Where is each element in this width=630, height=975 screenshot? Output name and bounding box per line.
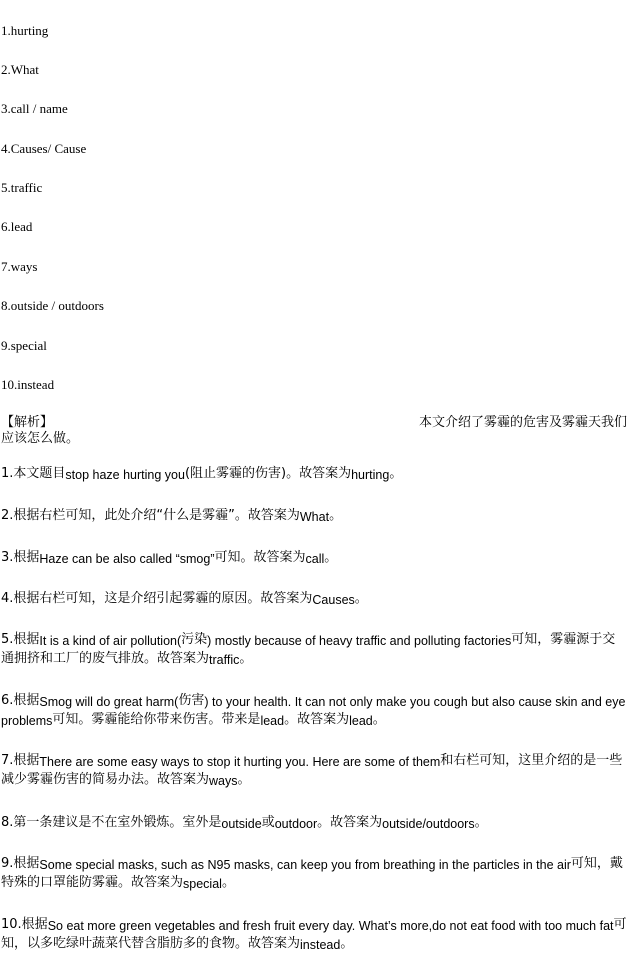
explanation-9 bbox=[1, 854, 627, 892]
answer-5: 5.traffic bbox=[1, 180, 43, 195]
quoted-text: So eat more green vegetables and fresh fruit every day. What’s more,do not eat food with too much fat bbox=[47, 919, 614, 933]
explanation-text: 。 bbox=[329, 508, 343, 523]
quoted-text: ) to your health. It can not only make you cough but also cause skin and eye problems bbox=[1, 695, 626, 728]
answer-10: 10.instead bbox=[1, 377, 55, 392]
explanation-text: 。 bbox=[221, 875, 235, 890]
explanation-text: 10.根据 bbox=[1, 917, 48, 932]
explanation-text: 可知，以多吃绿叶蔬菜代替含脂肪多的食物。故答案为 bbox=[1, 917, 627, 951]
explanation-text: (阻止雾霾的伤害)。故答案为 bbox=[184, 466, 352, 481]
quoted-text: What bbox=[299, 510, 330, 524]
explanation-text: 可知，雾霾源于交通拥挤和工厂的废气排放。故答案为 bbox=[1, 632, 616, 666]
explanation-6 bbox=[1, 691, 627, 729]
quoted-text: ways bbox=[209, 774, 238, 788]
explanation-text: 或 bbox=[261, 815, 275, 830]
answer-7: 7.ways bbox=[1, 259, 38, 274]
answer-8: 8.outside / outdoors bbox=[1, 298, 104, 313]
quoted-text: There are some easy ways to stop it hurting you. Here are some of them bbox=[39, 755, 441, 769]
explanation-7 bbox=[1, 751, 627, 789]
explanation-text: 3.根据 bbox=[1, 550, 40, 565]
quoted-text: call bbox=[305, 552, 325, 566]
quoted-text: lead bbox=[260, 714, 285, 728]
answer-3: 3.call / name bbox=[1, 101, 68, 116]
explanation-text: 5.根据 bbox=[1, 632, 40, 647]
quoted-text: outside bbox=[221, 817, 262, 831]
explanation-text: 。故答案为 bbox=[284, 712, 350, 727]
analysis-summary: 本文介绍了雾霾的危害及雾霾天我们应该怎么做。 bbox=[1, 415, 628, 446]
explanation-2 bbox=[1, 506, 627, 525]
explanation-text: 2.根据右栏可知，此处介绍“什么是雾霾”。故答案为 bbox=[1, 508, 300, 523]
quoted-text: Haze can be also called “smog” bbox=[39, 552, 215, 566]
answer-6: 6.lead bbox=[1, 219, 33, 234]
answer-9: 9.special bbox=[1, 338, 47, 353]
quoted-text: stop haze hurting you bbox=[65, 468, 185, 482]
explanation-text: 和右栏可知，这里介绍的是一些减少雾霾伤害的简易办法。故答案为 bbox=[1, 753, 623, 787]
quoted-text: outdoor bbox=[274, 817, 318, 831]
quoted-text: Smog will do great harm( bbox=[39, 695, 179, 709]
quoted-text: It is a kind of air pollution( bbox=[39, 634, 182, 648]
explanation-text: 可知。雾霾能给你带来伤害。带来是 bbox=[52, 712, 261, 727]
quoted-text: traffic bbox=[209, 653, 240, 667]
explanation-text: 8.第一条建议是不在室外锻炼。室外是 bbox=[1, 815, 222, 830]
explanation-1 bbox=[1, 464, 627, 483]
explanation-text: 伤害 bbox=[178, 693, 205, 708]
explanation-8 bbox=[1, 813, 627, 832]
explanation-3 bbox=[1, 548, 627, 567]
explanation-text: 。 bbox=[324, 550, 338, 565]
explanation-10 bbox=[1, 915, 627, 953]
quoted-text: hurting bbox=[351, 468, 390, 482]
quoted-text: lead bbox=[349, 714, 373, 728]
quoted-text: outside/outdoors bbox=[382, 817, 475, 831]
explanation-text: 9.根据 bbox=[1, 856, 40, 871]
explanation-text: 。 bbox=[389, 466, 403, 481]
quoted-text: Some special masks, such as N95 masks, can keep you from breathing in the particles in the air bbox=[39, 858, 571, 872]
explanation-text: 。 bbox=[372, 712, 386, 727]
explanation-5 bbox=[1, 630, 627, 668]
analysis-tag: 【解析】 bbox=[1, 415, 54, 430]
quoted-text: special bbox=[183, 877, 222, 891]
explanation-text: 。 bbox=[340, 936, 354, 951]
explanation-text: 。 bbox=[474, 815, 488, 830]
explanation-text: 4.根据右栏可知，这是介绍引起雾霾的原因。故答案为 bbox=[1, 591, 313, 606]
explanation-text: 。 bbox=[237, 772, 251, 787]
answer-2: 2.What bbox=[1, 62, 39, 77]
explanation-4 bbox=[1, 589, 627, 608]
quoted-text: Causes bbox=[312, 593, 355, 607]
explanation-text: 6.根据 bbox=[1, 693, 40, 708]
explanation-text: 。 bbox=[354, 591, 368, 606]
explanation-text: 可知，戴特殊的口罩能防雾霾。故答案为 bbox=[1, 856, 623, 890]
explanation-text: 污染 bbox=[181, 632, 208, 647]
explanation-text: 可知。故答案为 bbox=[214, 550, 306, 565]
explanation-text: 1.本文题目 bbox=[1, 466, 66, 481]
answer-1: 1.hurting bbox=[1, 23, 49, 38]
quoted-text: ) mostly because of heavy traffic and polluting factories bbox=[207, 634, 512, 648]
answer-4: 4.Causes/ Cause bbox=[1, 141, 87, 156]
explanation-text: 。故答案为 bbox=[317, 815, 383, 830]
explanation-text: 。 bbox=[239, 651, 253, 666]
quoted-text: instead bbox=[300, 938, 341, 952]
explanation-text: 7.根据 bbox=[1, 753, 40, 768]
